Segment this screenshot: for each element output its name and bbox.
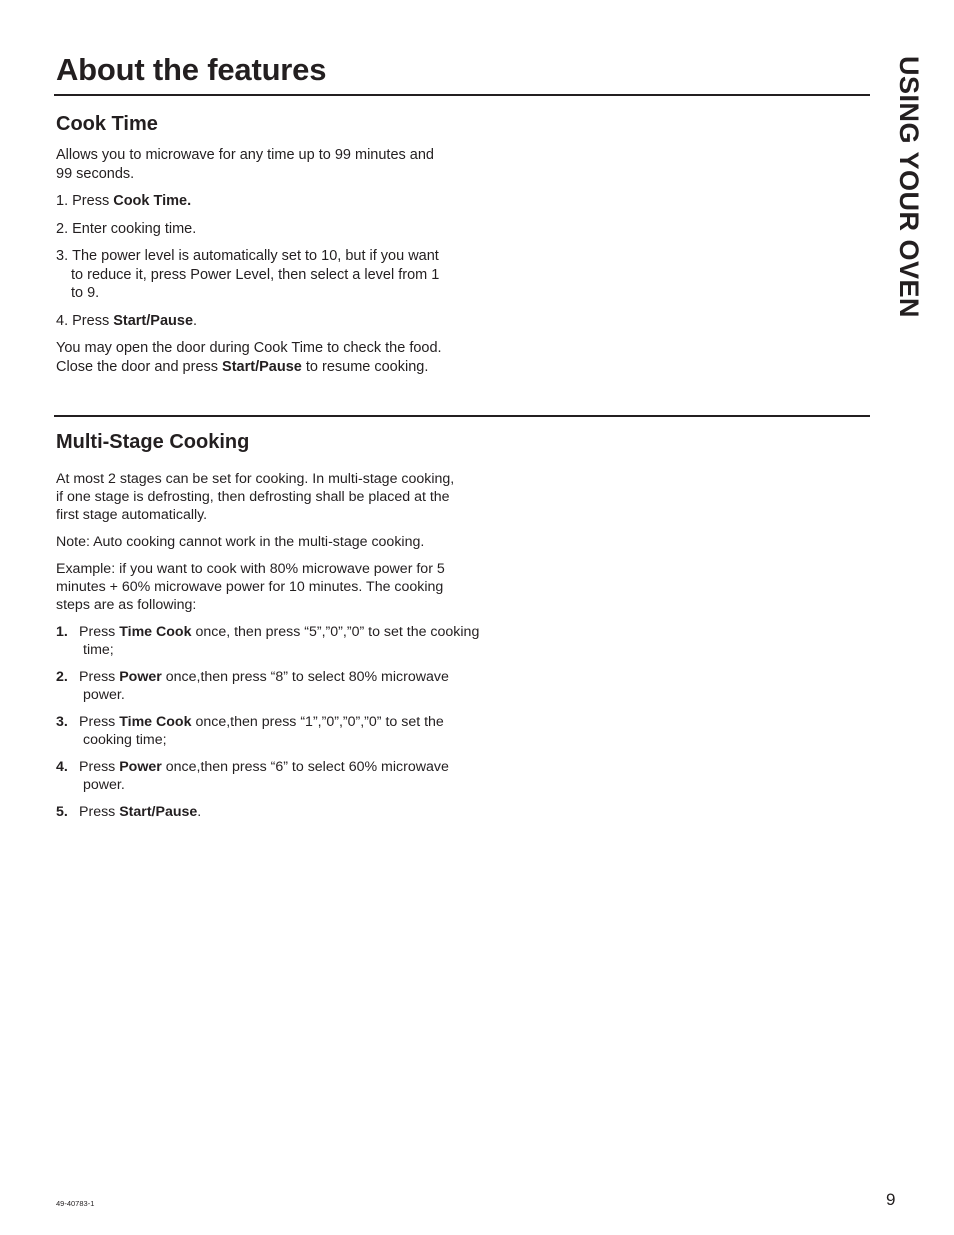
page-number: 9 (886, 1190, 896, 1209)
document-code: 49-40783-1 (56, 1199, 95, 1208)
multi-stage-heading: Multi-Stage Cooking (56, 431, 250, 453)
section-side-tab: USING YOUR OVEN (894, 56, 924, 319)
cook-time-step: 3. The power level is automatically set to 10, but if you want to reduce it, press Power Level, then select a level from 1 to 9. (56, 248, 440, 301)
cook-time-note: You may open the door during Cook Time to check the food. Close the door and press Start/Pause to resume cooking. (56, 340, 442, 375)
multi-stage-step: 2. Press Power once,then press “8” to select 80% microwave power. (56, 669, 449, 703)
page-title: About the features (56, 52, 327, 87)
cook-time-step: 1. Press Cook Time. (56, 193, 192, 209)
multi-stage-section (56, 430, 480, 830)
multi-stage-step: 5. Press Start/Pause. (56, 804, 202, 820)
multi-stage-step: 1. Press Time Cook once, then press “5”,”0”,”0” to set the cooking time; (56, 624, 480, 658)
cook-time-heading: Cook Time (56, 113, 158, 135)
multi-stage-paragraph: At most 2 stages can be set for cooking. In multi-stage cooking, if one stage is defrosting, then defrosting shall be placed at the first stage automatically. (56, 471, 455, 523)
multi-stage-paragraph: Note: Auto cooking cannot work in the multi-stage cooking. (56, 534, 425, 550)
cook-time-step: 2. Enter cooking time. (56, 220, 197, 237)
cook-time-step: 4. Press Start/Pause. (56, 312, 198, 329)
cook-time-section (56, 112, 451, 385)
section-divider (54, 415, 870, 417)
multi-stage-step: 3. Press Time Cook once,then press “1”,”0”,”0”,”0” to set the cooking time; (56, 714, 444, 748)
cook-time-intro: Allows you to microwave for any time up to 99 minutes and 99 seconds. (56, 147, 434, 182)
multi-stage-step: 4. Press Power once,then press “6” to select 60% microwave power. (56, 759, 449, 793)
title-divider (54, 94, 870, 96)
multi-stage-paragraph: Example: if you want to cook with 80% microwave power for 5 minutes + 60% microwave power for 10 minutes. The cooking steps are as following: (56, 561, 445, 613)
